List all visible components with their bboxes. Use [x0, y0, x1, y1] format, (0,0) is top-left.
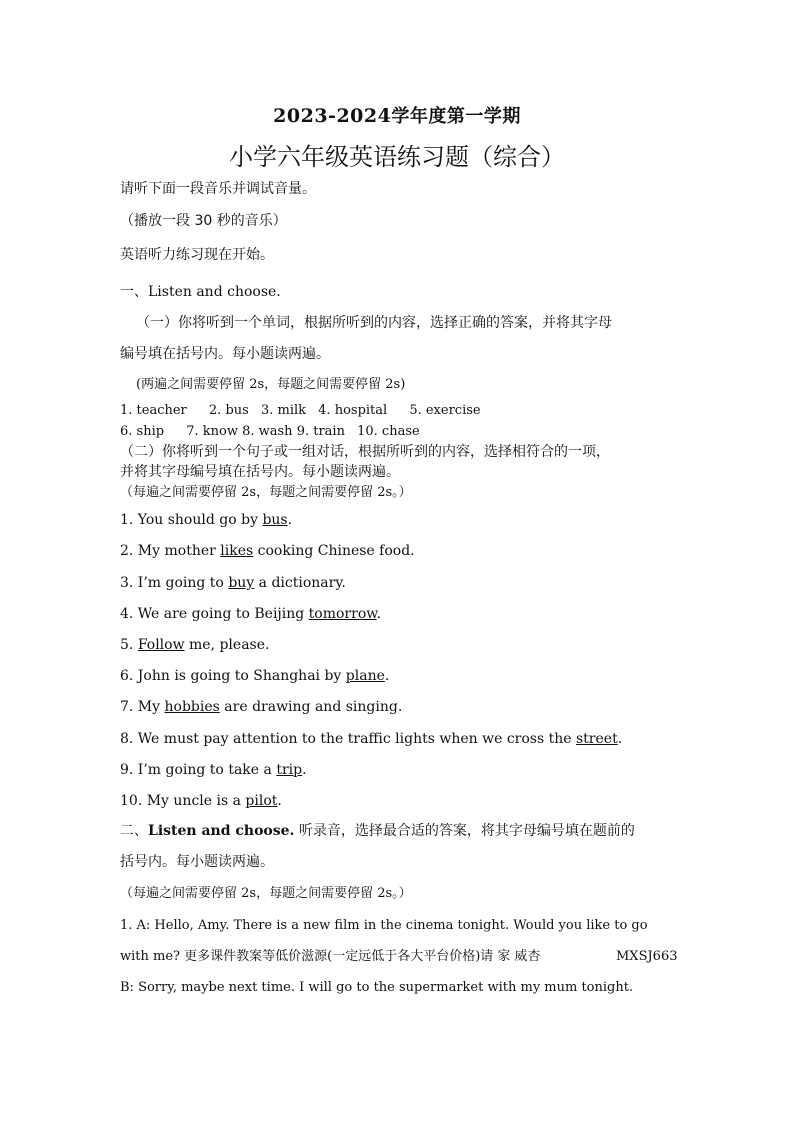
dialogue-line-3: B: Sorry, maybe next time. I will go to the supermarket with my mum tonight.: [120, 980, 634, 995]
sentence-item: [120, 761, 307, 779]
word-list-row-1: [120, 402, 481, 420]
part1-sub1-line1: （一）你将听到一个单词，根据所听到的内容，选择正确的答案，并将其字母: [136, 315, 612, 331]
dialogue-text: with me? 更多课件教案等低价滋源(一定远低于各大平台价格)请 家 威杏: [120, 949, 541, 964]
keyword: hobbies: [164, 699, 220, 715]
part1-sub1-line2: 编号填在括号内。每小题读两遍。: [120, 346, 330, 362]
part2-instruction: 听录音，选择最合适的答案，将其字母编号填在题前的: [294, 823, 635, 839]
sentence-text: 3. I’m going to: [120, 575, 229, 591]
keyword: plane: [345, 668, 385, 684]
part2-pause-note: （每遍之间需要停留 2s，每题之间需要停留 2s。）: [120, 886, 412, 901]
sentence-item: [120, 792, 282, 810]
keyword: tomorrow: [308, 606, 377, 622]
word-item: 5. exercise: [409, 403, 481, 418]
part1-pause-note: (两遍之间需要停留 2s，每题之间需要停留 2s): [136, 377, 406, 392]
intro-line-3: 英语听力练习现在开始。: [120, 247, 274, 263]
word-item: 10. chase: [357, 424, 420, 439]
dialogue-line-1: 1. A: Hello, Amy. There is a new film in the cinema tonight. Would you like to go: [120, 918, 648, 933]
sentence-item: [120, 636, 269, 654]
sentence-text: 6. John is going to Shanghai by: [120, 668, 346, 684]
sentence-text: 5.: [120, 637, 138, 653]
part2-title: Listen and choose.: [148, 823, 295, 839]
intro-line-1: 请听下面一段音乐并调试音量。: [120, 181, 316, 197]
sentence-text: 1. You should go by: [120, 512, 263, 528]
word-item: 1. teacher: [120, 403, 187, 418]
word-item: 6. ship: [120, 424, 165, 439]
sentence-text: .: [287, 512, 293, 528]
sentence-text: 9. I’m going to take a: [120, 762, 277, 778]
sentence-item: [120, 730, 622, 748]
school-year: 2023-2024: [273, 105, 392, 127]
sentence-text: 7. My: [120, 699, 165, 715]
sentence-item: [120, 574, 346, 592]
part1-sub2-line2: 并将其字母编号填在括号内。每小题读两遍。: [120, 464, 400, 480]
semester-label: 学年度第一学期: [391, 106, 521, 127]
sentence-text: .: [302, 762, 307, 778]
sentence-text: 10. My uncle is a: [120, 793, 246, 809]
sentence-text: .: [384, 668, 390, 684]
sentence-text: are drawing and singing.: [219, 699, 403, 715]
keyword: buy: [228, 575, 255, 591]
sentence-text: 2. My mother: [120, 543, 221, 559]
page-title: 小学六年级英语练习题（综合）: [229, 143, 565, 171]
keyword: street: [576, 731, 618, 747]
sentence-item: [120, 667, 389, 685]
sentence-text: .: [617, 731, 623, 747]
sentence-item: [120, 605, 381, 623]
sentence-text: 8. We must pay attention to the traffic lights when we cross the: [120, 731, 576, 747]
part1-sub2-line1: （二）你将听到一个句子或一组对话，根据所听到的内容，选择相符合的一项，: [120, 444, 610, 460]
intro-line-2: （播放一段 30 秒的音乐）: [120, 213, 287, 229]
sentence-item: [120, 511, 292, 529]
keyword: bus: [262, 512, 288, 528]
sentence-text: me, please.: [184, 637, 270, 653]
sentence-text: .: [277, 793, 282, 809]
sentence-text: a dictionary.: [254, 575, 346, 591]
dialogue-line-2: [120, 948, 541, 966]
sentence-text: .: [376, 606, 382, 622]
word-item: 7. know: [186, 424, 238, 439]
part1-sub2-pause-note: （每遍之间需要停留 2s，每题之间需要停留 2s。）: [120, 485, 412, 500]
word-item: 3. milk: [260, 403, 307, 418]
sentence-item: [120, 698, 402, 716]
sentence-item: [120, 542, 415, 560]
word-list-row-2: [120, 423, 420, 441]
year-heading: [0, 102, 794, 128]
keyword: likes: [220, 543, 254, 559]
part2-instruction-line2: 括号内。每小题读两遍。: [120, 854, 274, 870]
sentence-text: cooking Chinese food.: [253, 543, 415, 559]
word-item: 8. wash: [242, 424, 293, 439]
part2-number: 二、: [120, 823, 148, 839]
sentence-text: 4. We are going to Beijing: [120, 606, 309, 622]
promo-code: MXSJ663: [616, 949, 678, 964]
word-item: 2. bus: [208, 403, 249, 418]
keyword: pilot: [245, 793, 278, 809]
word-item: 4. hospital: [318, 403, 388, 418]
part2-heading: [120, 822, 635, 840]
part1-heading: 一、Listen and choose.: [120, 284, 281, 300]
word-item: 9. train: [296, 424, 345, 439]
keyword: trip: [276, 762, 303, 778]
keyword: Follow: [137, 637, 185, 653]
